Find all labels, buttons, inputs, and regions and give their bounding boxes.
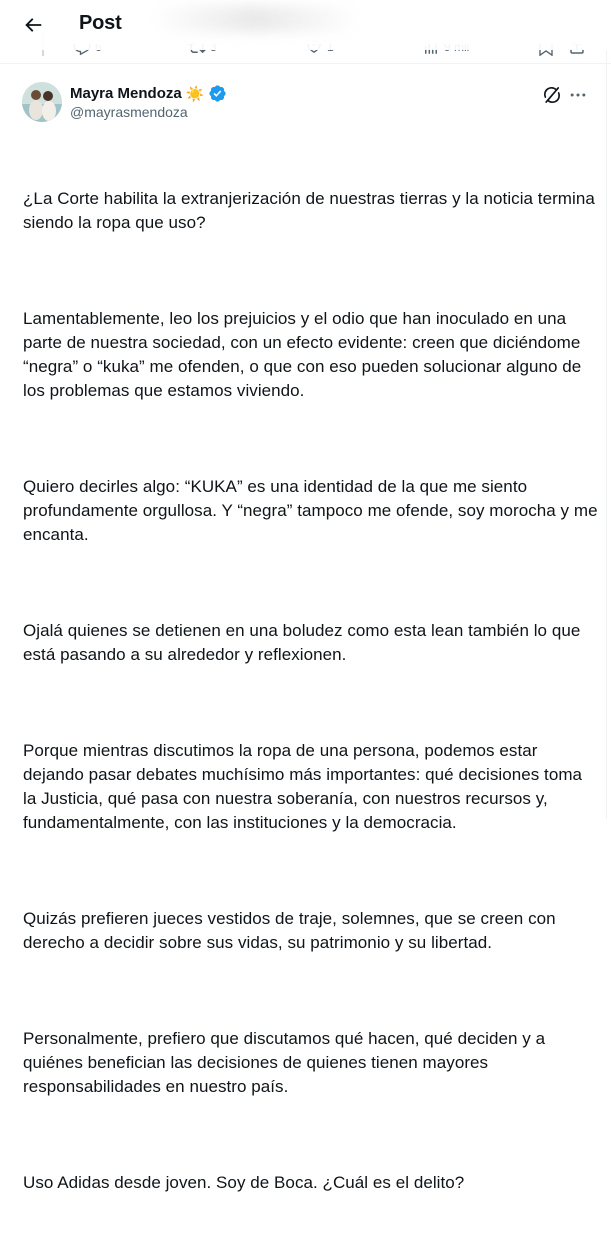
tweet-paragraph: Quizás prefieren jueces vestidos de traje, solemnes, que se creen con derecho a decidir sobre sus vidas, su patrimonio y su libertad. xyxy=(23,909,561,952)
divider xyxy=(0,63,611,64)
tweet-paragraph: Quiero decirles algo: “KUKA” es una identidad de la que me siento profundamente orgullosa. Y “negra” tampoco me ofende, soy morocha y me encanta. xyxy=(23,477,603,544)
arrow-left-icon xyxy=(22,14,44,36)
grok-icon xyxy=(542,85,562,105)
avatar[interactable] xyxy=(22,82,62,122)
author-name-row[interactable] xyxy=(70,84,227,103)
author-name[interactable]: Mayra Mendoza xyxy=(70,85,182,102)
column-border xyxy=(606,0,607,819)
tweet-paragraph: Uso Adidas desde joven. Soy de Boca. ¿Cuál es el delito? xyxy=(23,1173,465,1192)
sun-emoji-icon: ☀️ xyxy=(185,85,205,103)
tweet-paragraph: Personalmente, prefiero que discutamos qué hacen, qué deciden y a quiénes benefician las decisiones de quienes tienen mayores responsabilidades en nuestro país. xyxy=(23,1029,550,1096)
verified-badge-icon xyxy=(208,84,227,103)
author-handle[interactable]: @mayrasmendoza xyxy=(70,104,188,120)
tweet-paragraph: Lamentablemente, leo los prejuicios y el odio que han inoculado en una parte de nuestra sociedad, con un efecto evidente: creen que diciéndome “negra” o “kuka” me ofenden, o que con eso pueden solucionar alguno de los problemas que estamos viviendo. xyxy=(23,309,587,400)
page-title: Post xyxy=(79,12,122,34)
avatar-photo-icon xyxy=(22,82,62,122)
more-icon xyxy=(568,85,588,105)
tweet-paragraph: Porque mientras discutimos la ropa de una persona, podemos estar dejando pasar debates muchísimo más importantes: qué decisiones toma la Justicia, qué pasa con nuestra soberanía, con nuestros recursos y, fundamentalmente, con las instituciones y la democracia. xyxy=(23,741,587,832)
grok-button[interactable] xyxy=(540,83,564,107)
top-bar xyxy=(0,0,611,50)
more-button[interactable] xyxy=(566,83,590,107)
tweet-text xyxy=(23,139,603,1243)
back-button[interactable] xyxy=(20,12,46,38)
tweet-paragraph: Ojalá quienes se detienen en una boludez como esta lean también lo que está pasando a su alrededor y reflexionen. xyxy=(23,621,586,664)
blurred-overlay xyxy=(150,6,360,32)
tweet-paragraph: ¿La Corte habilita la extranjerización de nuestras tierras y la noticia termina siendo la ropa que uso? xyxy=(23,189,600,232)
